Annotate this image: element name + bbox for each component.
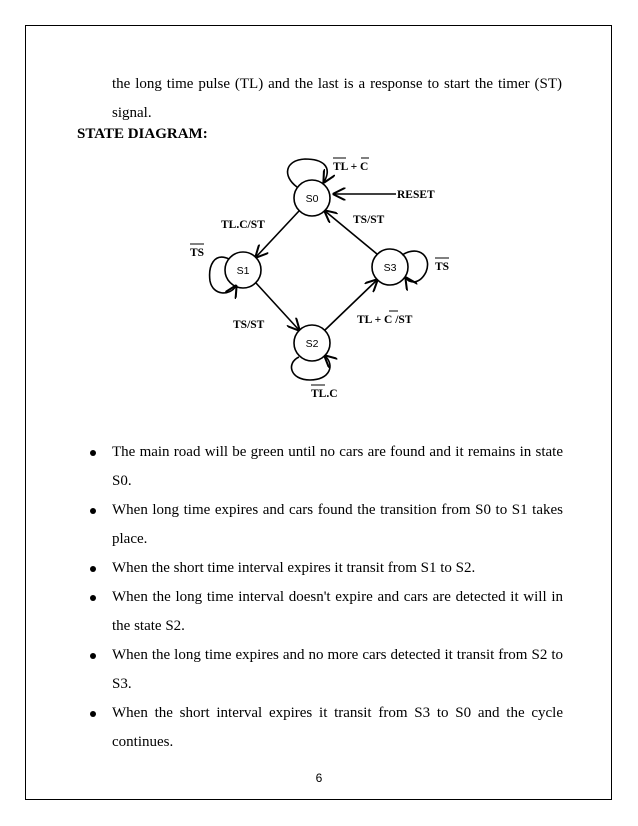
list-item-text: When the long time interval doesn't expire and cars are detected it will in the state S2.	[112, 589, 563, 634]
state-s0-label: S0	[305, 193, 319, 205]
transition-s0-s1	[256, 211, 299, 257]
list-item	[77, 699, 563, 757]
label-reset: RESET	[397, 189, 435, 201]
label-s2-s3: TL + C /ST	[357, 314, 413, 326]
list-item-text: When the short time interval expires it transit from S1 to S2.	[112, 560, 476, 576]
bullet-icon	[90, 566, 96, 572]
bullet-icon	[90, 711, 96, 717]
intro-paragraph: the long time pulse (TL) and the last is a response to start the timer (ST) signal.	[112, 76, 562, 121]
bullet-icon	[90, 450, 96, 456]
label-s1-self: TS	[190, 247, 205, 259]
state-s2-label: S2	[305, 338, 319, 350]
state-s1-label: S1	[236, 265, 250, 277]
list-item	[77, 438, 563, 496]
list-item-text: When the short interval expires it transit from S3 to S0 and the cycle continues.	[112, 705, 563, 750]
label-s0-self: TL + C	[333, 161, 369, 173]
bullet-icon	[90, 595, 96, 601]
bullet-icon	[90, 653, 96, 659]
page-number: 6	[315, 771, 323, 785]
list-item	[77, 583, 563, 641]
state-diagram	[150, 150, 490, 410]
section-heading: STATE DIAGRAM:	[77, 126, 208, 142]
label-s0-s1: TL.C/ST	[221, 219, 265, 231]
label-s2-self: TL.C	[311, 388, 338, 400]
state-s3-label: S3	[383, 262, 397, 274]
label-s1-s2: TS/ST	[233, 319, 265, 331]
list-item-text: The main road will be green until no cars are found and it remains in state S0.	[112, 444, 563, 489]
label-s3-s0: TS/ST	[353, 214, 385, 226]
list-item-text: When long time expires and cars found the transition from S0 to S1 takes place.	[112, 502, 563, 547]
bullet-list	[77, 438, 563, 757]
list-item-text: When the long time expires and no more cars detected it transit from S2 to S3.	[112, 647, 563, 692]
bullet-icon	[90, 508, 96, 514]
list-item	[77, 554, 563, 583]
list-item	[77, 496, 563, 554]
label-s3-self: TS	[435, 261, 450, 273]
list-item	[77, 641, 563, 699]
